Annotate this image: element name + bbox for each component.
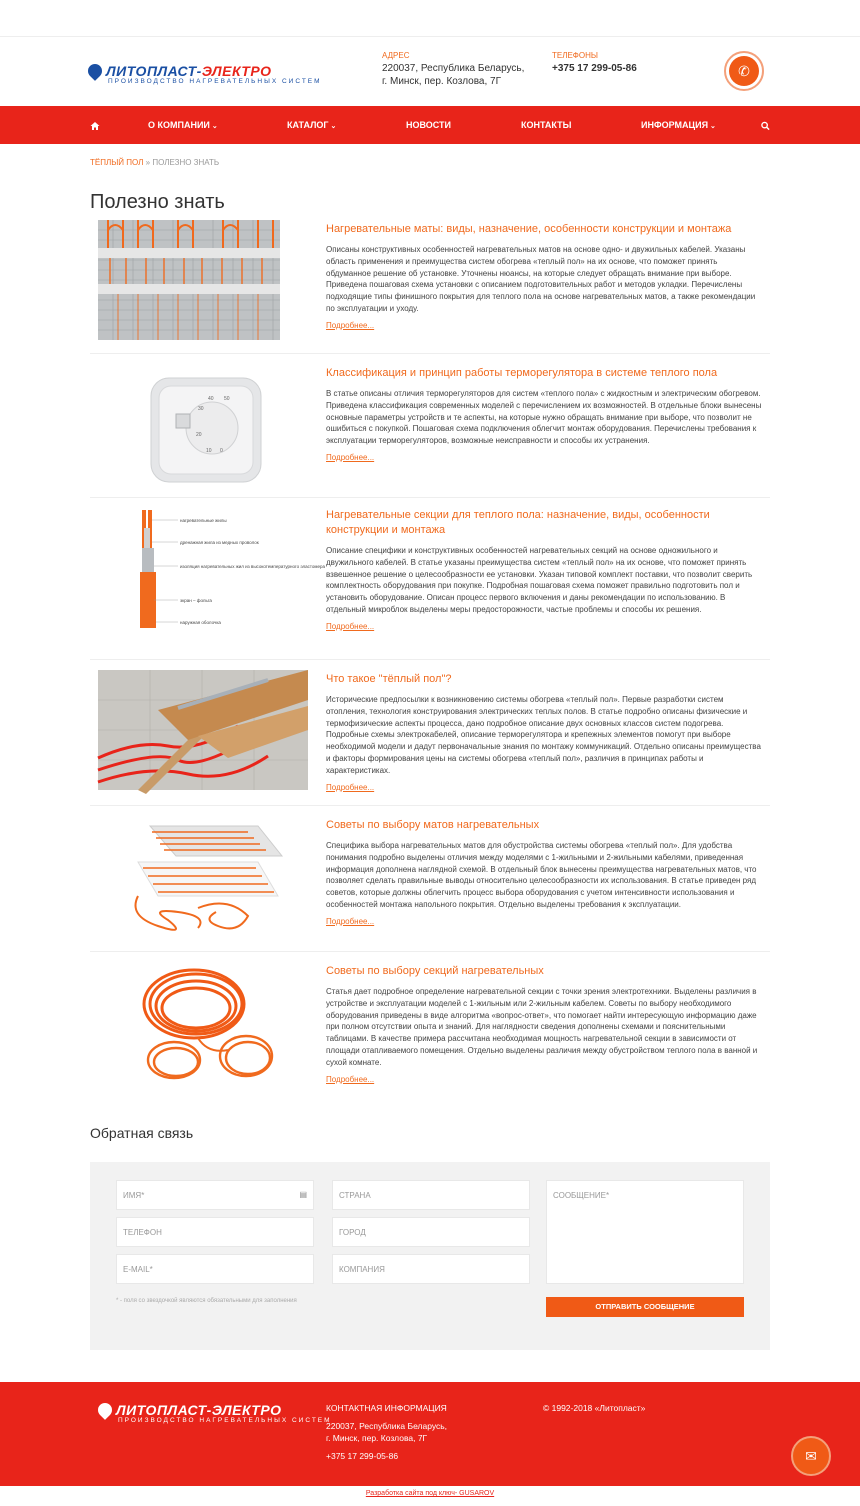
article-excerpt: Статья дает подробное определение нагревательной секции с точки зрения электротехники. Выделены различия в устройстве и эксплуатации моделей с 1-жильным или 2-жильным кабелем. Советы по выбору необходимого оборудования приведены в виде алгоритма «вопрос-ответ», что помогает найти интересующую информацию даже при полном отсутствии опыта и знаний. Для наглядности сведения дополнены схемами и пояснительными таблицами. В качестве примера рассчитана необходимая мощность нагревательной секции в зависимости от площади отапливаемого помещения. Отдельно выделены различия между обустройством теплого пола в ванной и сухой комнате. — [326, 987, 758, 1067]
contact-card-icon: ▤ — [299, 1190, 307, 1199]
company-input[interactable]: КОМПАНИЯ — [332, 1254, 530, 1284]
article-excerpt: Описание специфики и конструктивных особенностей нагревательных секций на основе одножильного и двужильного кабелей. В статье указаны преимущества систем «теплый пол» на их основе, что поможет принять взвешенное решение о целесообразности ее установки. Указан типовой комплект поставки, что позволит сверить комплектность оборудования при покупке. Подробная пошаговая схема поможет правильно подготовить пол и установить оборудование. Описан процесс первого включения и даны рекомендации по использованию. В отдельный микроблок выделены меры предосторожности, частые проблемы и способы их решения. — [326, 546, 753, 614]
thermostat-scale-50: 50 — [224, 396, 230, 402]
site-footer — [0, 1382, 860, 1486]
cable-label: изоляция нагревательных жил из высокотемпературного эластомера — [180, 564, 326, 569]
page-title: Полезно знать — [90, 191, 225, 213]
main-nav — [0, 106, 860, 144]
read-more-link[interactable]: Подробнее... — [326, 782, 375, 792]
thermostat-scale-0: 0 — [220, 448, 223, 454]
article-thumbnail[interactable] — [98, 816, 280, 938]
nav-home-icon[interactable] — [90, 106, 100, 144]
read-more-link[interactable]: Подробнее... — [326, 621, 375, 631]
logo-drop-icon — [85, 61, 105, 81]
breadcrumb-link[interactable]: ТЁПЛЫЙ ПОЛ — [90, 158, 144, 167]
breadcrumb-current: ПОЛЕЗНО ЗНАТЬ — [152, 158, 220, 167]
breadcrumb: ТЁПЛЫЙ ПОЛ » ПОЛЕЗНО ЗНАТЬ — [90, 158, 220, 167]
required-note: * - поля со звездочкой являются обязательными для заполнения — [116, 1298, 297, 1304]
article-title[interactable]: Советы по выбору матов нагревательных — [326, 819, 540, 831]
email-input[interactable]: E-MAIL* — [116, 1254, 314, 1284]
article-excerpt: Исторические предпосылки к возникновению системы обогрева «теплый пол». Первые разработки систем отопления, технология конструирования электрических теплых полов. В статье подробно описаны физические и термофизические аспекты процесса, дано подробное описание двух основных классов систем подогрева. Подробные схемы электрокабелей, описание терморегулятора и крепежных элементов помогут при выборе необходимой модели и дадут первоначальные знания по монтажу коммуникаций. Отдельно описаны преимущества и факторы формирования цены на системы обогрева «теплый пол», различия в принципах работы и характеристиках. — [326, 695, 761, 775]
article-item — [90, 806, 770, 952]
article-item — [90, 660, 770, 806]
search-icon[interactable] — [761, 106, 770, 144]
logo[interactable]: ЛИТОПЛАСТ-ЭЛЕКТРО ПРОИЗВОДСТВО НАГРЕВАТЕЛЬНЫХ СИСТЕМ — [88, 63, 322, 85]
read-more-link[interactable]: Подробнее... — [326, 320, 375, 330]
article-excerpt: Специфика выбора нагревательных матов для обустройства системы обогрева «теплый пол». Для удобства понимания подробно выделены отличия между моделями с 1-жильными и 2-жильными кабелями, приведенная информация дополнена наглядной схемой. В отдельный блок вынесены преимущества нагревательных матов, что позволяет сделать правильные выводы относительно целесообразности их использования. В статье приведен ряд советов, которые должны облегчить процесс выбора оборудования с учетом интенсивности использования и особенностей монтажа напольного покрытия. Отдельно выделены требования к эксплуатации. — [326, 841, 757, 909]
cable-label: экран – фольга — [180, 598, 212, 603]
country-input[interactable]: СТРАНА — [332, 1180, 530, 1210]
feedback-form — [90, 1162, 770, 1350]
nav-contacts[interactable]: КОНТАКТЫ — [521, 120, 572, 130]
message-textarea[interactable]: СООБЩЕНИЕ* — [546, 1180, 744, 1284]
cable-label: нагревательные жилы — [180, 518, 227, 523]
chevron-down-icon: ⌄ — [211, 123, 218, 130]
article-thumbnail[interactable] — [98, 964, 280, 1086]
phone-icon: ✆ — [729, 56, 759, 86]
article-title[interactable]: Нагревательные секции для теплого пола: назначение, виды, особенности конструкции и монтажа — [326, 509, 710, 536]
read-more-link[interactable]: Подробнее... — [326, 452, 375, 462]
article-thumbnail[interactable] — [98, 366, 280, 486]
site-header — [0, 36, 860, 106]
article-thumbnail[interactable] — [98, 508, 326, 632]
article-item — [90, 952, 770, 1098]
nav-about[interactable]: О КОМПАНИИ ⌄ — [148, 120, 218, 130]
nav-info[interactable]: ИНФОРМАЦИЯ ⌄ — [641, 120, 716, 130]
article-item — [90, 220, 770, 354]
call-button[interactable] — [724, 51, 764, 91]
header-address: АДРЕС 220037, Республика Беларусь, г. Минск, пер. Козлова, 7Г — [382, 51, 525, 87]
chevron-down-icon: ⌄ — [710, 123, 716, 130]
nav-news[interactable]: НОВОСТИ — [406, 120, 452, 130]
article-title[interactable]: Классификация и принцип работы терморегулятора в системе теплого пола — [326, 367, 718, 379]
article-excerpt: Описаны конструктивных особенностей нагревательных матов на основе одно- и двужильных кабелей. Указаны область применения и преимущества систем обогрева «теплый пол» на их основе, что поможет принять обдуманное решение об установке. Уточнены нюансы, на которые следует обращать внимание при выборе. Приведена пошаговая схема установки с описанием подготовительных работ и методов укладки. Перечислены подходящие типы финишного покрытия для теплого пола на основе нагревательных матов, а также рекомендации по эксплуатации и уходу. — [326, 245, 756, 313]
cable-label: наружная оболочка — [180, 620, 221, 625]
developer-link[interactable]: Разработка сайта под ключ- GUSAROV — [365, 1490, 495, 1497]
city-input[interactable]: ГОРОД — [332, 1217, 530, 1247]
phone-input[interactable]: ТЕЛЕФОН — [116, 1217, 314, 1247]
cable-label: дренажная жила из медных проволок — [180, 540, 259, 545]
thermostat-scale-30: 30 — [198, 406, 204, 412]
article-item — [90, 498, 770, 660]
footer-phone[interactable]: +375 17 299-05-86 — [326, 1451, 399, 1461]
thermostat-scale-20: 20 — [196, 432, 202, 438]
chat-button[interactable] — [791, 1436, 831, 1476]
chat-icon: ✉ — [805, 1447, 817, 1464]
chevron-down-icon: ⌄ — [330, 123, 337, 130]
thermostat-scale-40: 40 — [208, 396, 214, 402]
logo-drop-icon — [95, 1400, 115, 1420]
thermostat-scale-10: 10 — [206, 448, 212, 454]
nav-catalog[interactable]: КАТАЛОГ ⌄ — [287, 120, 337, 130]
footer-logo[interactable]: ЛИТОПЛАСТ-ЭЛЕКТРО ПРОИЗВОДСТВО НАГРЕВАТЕЛЬНЫХ СИСТЕМ — [98, 1402, 332, 1424]
article-title[interactable]: Что такое "тёплый пол"? — [326, 673, 452, 685]
copyright: © 1992-2018 «Литопласт» — [543, 1403, 646, 1413]
article-title[interactable]: Нагревательные маты: виды, назначение, особенности конструкции и монтажа — [326, 223, 732, 235]
article-item — [90, 354, 770, 498]
article-thumbnail[interactable] — [98, 220, 280, 340]
header-phones: ТЕЛЕФОНЫ +375 17 299-05-86 — [552, 51, 637, 74]
submit-button[interactable]: ОТПРАВИТЬ СООБЩЕНИЕ — [546, 1297, 744, 1317]
footer-contacts: КОНТАКТНАЯ ИНФОРМАЦИЯ 220037, Республика Беларусь, г. Минск, пер. Козлова, 7Г +375 17 299-05-86 — [326, 1403, 448, 1461]
article-thumbnail[interactable] — [98, 670, 280, 790]
article-excerpt: В статье описаны отличия терморегуляторов для систем «теплого пола» с жидкостным и электрическим обогревом. Приведена классификация современных моделей с перечислением их возможностей. В отдельные блоки вынесены основные параметры устройств и те аспекты, на которые нужно обращать внимание при выборе, что позволит не ошибиться с покупкой. Пошаговая схема подключения облегчит монтаж оборудования. Перечислены требования к эксплуатации терморегуляторов, возможные неисправности и способы их устранения. — [326, 389, 762, 446]
feedback-title: Обратная связь — [90, 1125, 194, 1141]
name-input[interactable]: ИМЯ* ▤ — [116, 1180, 314, 1210]
article-title[interactable]: Советы по выбору секций нагревательных — [326, 965, 544, 977]
read-more-link[interactable]: Подробнее... — [326, 916, 375, 926]
read-more-link[interactable]: Подробнее... — [326, 1074, 375, 1084]
